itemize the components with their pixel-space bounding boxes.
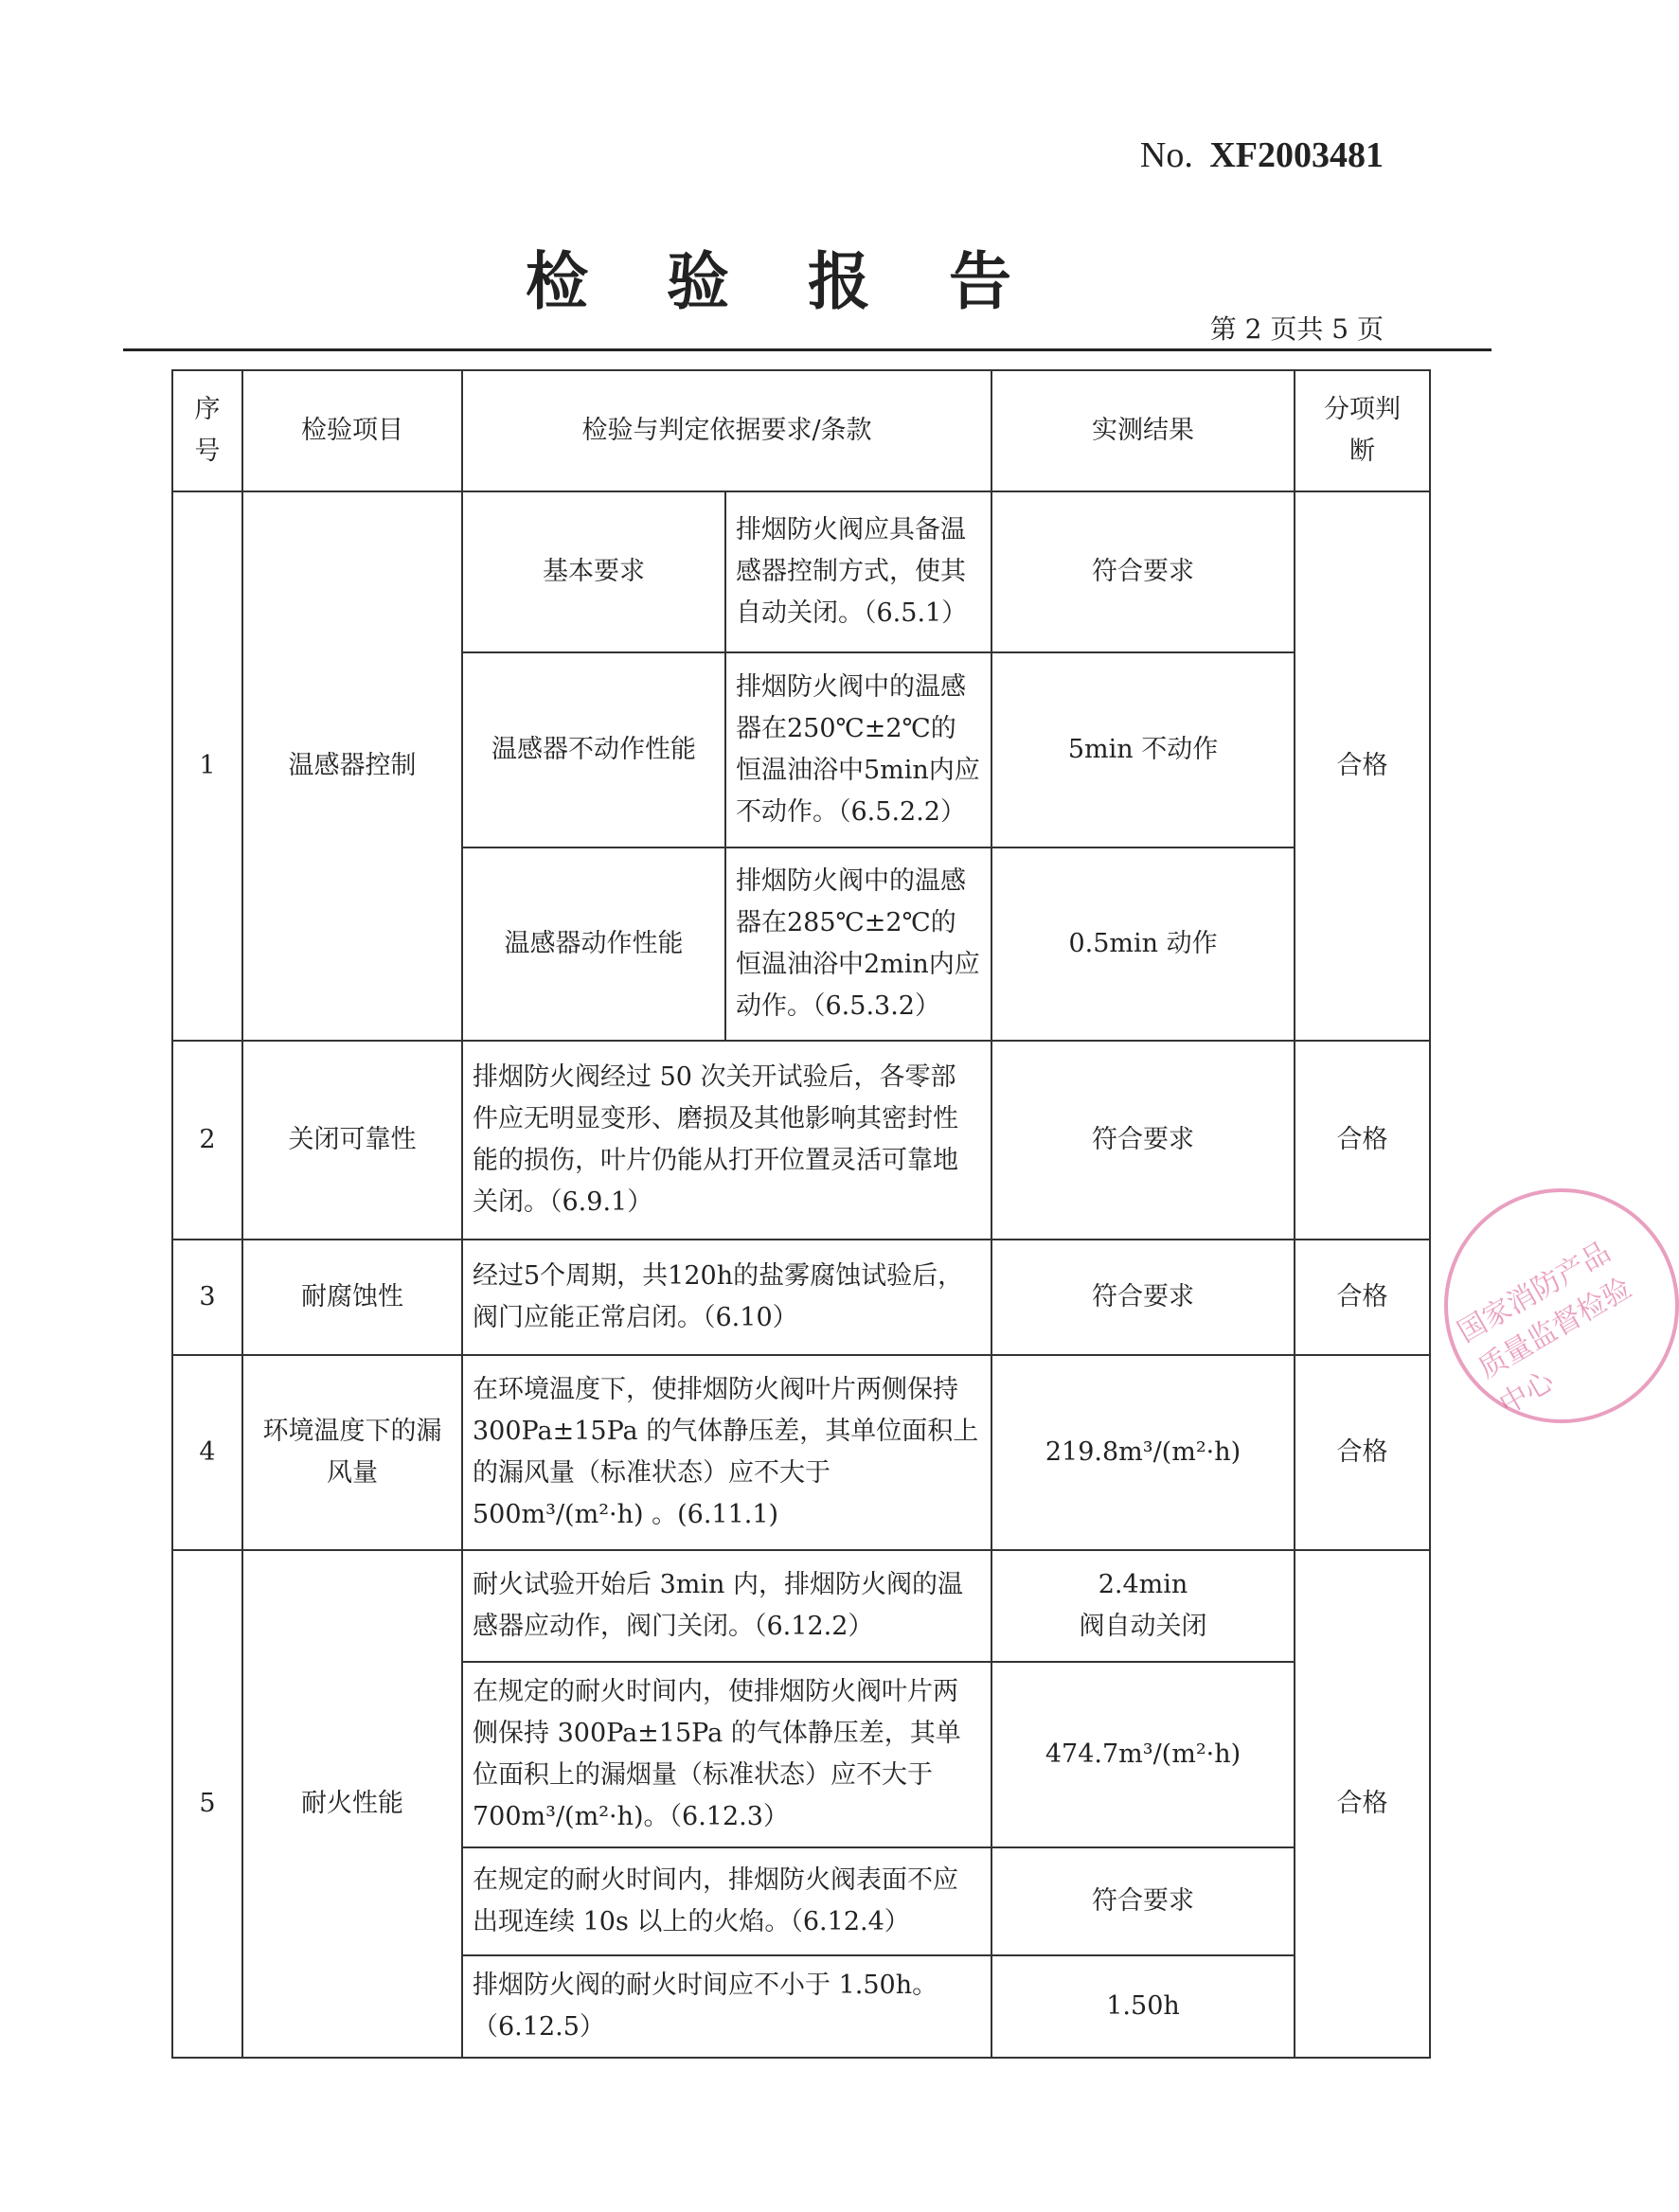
- row-judgement: 合格: [1295, 1240, 1430, 1355]
- sub-item-result: 符合要求: [991, 1847, 1295, 1955]
- header-basis: 检验与判定依据要求/条款: [462, 370, 991, 491]
- row-requirement: 排烟防火阀经过 50 次关开试验后，各零部件应无明显变形、磨损及其他影响其密封性能的损伤，叶片仍能从打开位置灵活可靠地关闭。（6.9.1）: [462, 1041, 991, 1240]
- header-seq: 序号: [172, 370, 242, 491]
- sub-item-requirement: 排烟防火阀的耐火时间应不小于 1.50h。（6.12.5）: [462, 1955, 991, 2058]
- row-judgement: 合格: [1295, 491, 1430, 1041]
- row-seq: 4: [172, 1355, 242, 1550]
- sub-item-name: 基本要求: [462, 491, 725, 652]
- row-item: 耐腐蚀性: [242, 1240, 462, 1355]
- header-judgement: 分项判断: [1295, 370, 1430, 491]
- official-seal: [1444, 1188, 1679, 1423]
- table-row: [172, 491, 1430, 652]
- sub-item-requirement: 排烟防火阀应具备温感器控制方式，使其自动关闭。（6.5.1）: [725, 491, 991, 652]
- report-number-value: XF2003481: [1209, 135, 1384, 175]
- document-title: 检 验 报 告: [526, 244, 1040, 318]
- row-item: 耐火性能: [242, 1550, 462, 2058]
- row-requirement: 在环境温度下，使排烟防火阀叶片两侧保持 300Pa±15Pa 的气体静压差，其单位面积上的漏风量（标准状态）应不大于 500m³/(m²·h) 。(6.11.1): [462, 1355, 991, 1550]
- sub-item-requirement: 在规定的耐火时间内，使排烟防火阀叶片两侧保持 300Pa±15Pa 的气体静压差，其单位面积上的漏烟量（标准状态）应不大于 700m³/(m²·h)。（6.12.3）: [462, 1662, 991, 1847]
- row-seq: 3: [172, 1240, 242, 1355]
- row-item: 温感器控制: [242, 491, 462, 1041]
- table-row: [172, 1355, 1430, 1550]
- sub-item-result: 1.50h: [991, 1955, 1295, 2058]
- sub-item-result-line: 2.4min: [1098, 1570, 1188, 1599]
- row-result: 符合要求: [991, 1041, 1295, 1240]
- sub-item-result: 符合要求: [991, 491, 1295, 652]
- row-result: 219.8m³/(m²·h): [991, 1355, 1295, 1550]
- row-judgement: 合格: [1295, 1550, 1430, 2058]
- sub-item-name: 温感器不动作性能: [462, 652, 725, 847]
- table-header-row: [172, 370, 1430, 491]
- report-number-label: No.: [1139, 135, 1193, 175]
- sub-item-result: 0.5min 动作: [991, 847, 1295, 1041]
- header-item: 检验项目: [242, 370, 462, 491]
- sub-item-result: 474.7m³/(m²·h): [991, 1662, 1295, 1847]
- sub-item-result: [991, 1550, 1295, 1662]
- row-seq: 1: [172, 491, 242, 1041]
- inspection-table: [171, 369, 1431, 2059]
- page-indicator: 第 2 页共 5 页: [1209, 313, 1384, 345]
- sub-item-name: 温感器动作性能: [462, 847, 725, 1041]
- official-seal-text: 国家消防产品质量监督检验中心: [1452, 1235, 1637, 1422]
- table-row: [172, 1041, 1430, 1240]
- row-seq: 2: [172, 1041, 242, 1240]
- row-seq: 5: [172, 1550, 242, 2058]
- row-judgement: 合格: [1295, 1041, 1430, 1240]
- table-row: [172, 1550, 1430, 1662]
- row-item: 关闭可靠性: [242, 1041, 462, 1240]
- row-result: 符合要求: [991, 1240, 1295, 1355]
- row-judgement: 合格: [1295, 1355, 1430, 1550]
- table-row: [172, 1240, 1430, 1355]
- row-item: 环境温度下的漏风量: [242, 1355, 462, 1550]
- row-requirement: 经过5个周期，共120h的盐雾腐蚀试验后，阀门应能正常启闭。（6.10）: [462, 1240, 991, 1355]
- sub-item-requirement: 排烟防火阀中的温感器在285℃±2℃的恒温油浴中2min内应动作。（6.5.3.2）: [725, 847, 991, 1041]
- sub-item-requirement: 耐火试验开始后 3min 内，排烟防火阀的温感器应动作，阀门关闭。（6.12.2）: [462, 1550, 991, 1662]
- sub-item-result-line: 阀自动关闭: [1079, 1612, 1207, 1641]
- report-number: [1140, 134, 1384, 176]
- header-result: 实测结果: [991, 370, 1295, 491]
- sub-item-requirement: 排烟防火阀中的温感器在250℃±2℃的恒温油浴中5min内应不动作。（6.5.2.2）: [725, 652, 991, 847]
- sub-item-requirement: 在规定的耐火时间内，排烟防火阀表面不应出现连续 10s 以上的火焰。（6.12.4）: [462, 1847, 991, 1955]
- sub-item-result: 5min 不动作: [991, 652, 1295, 847]
- header-divider: [123, 348, 1491, 351]
